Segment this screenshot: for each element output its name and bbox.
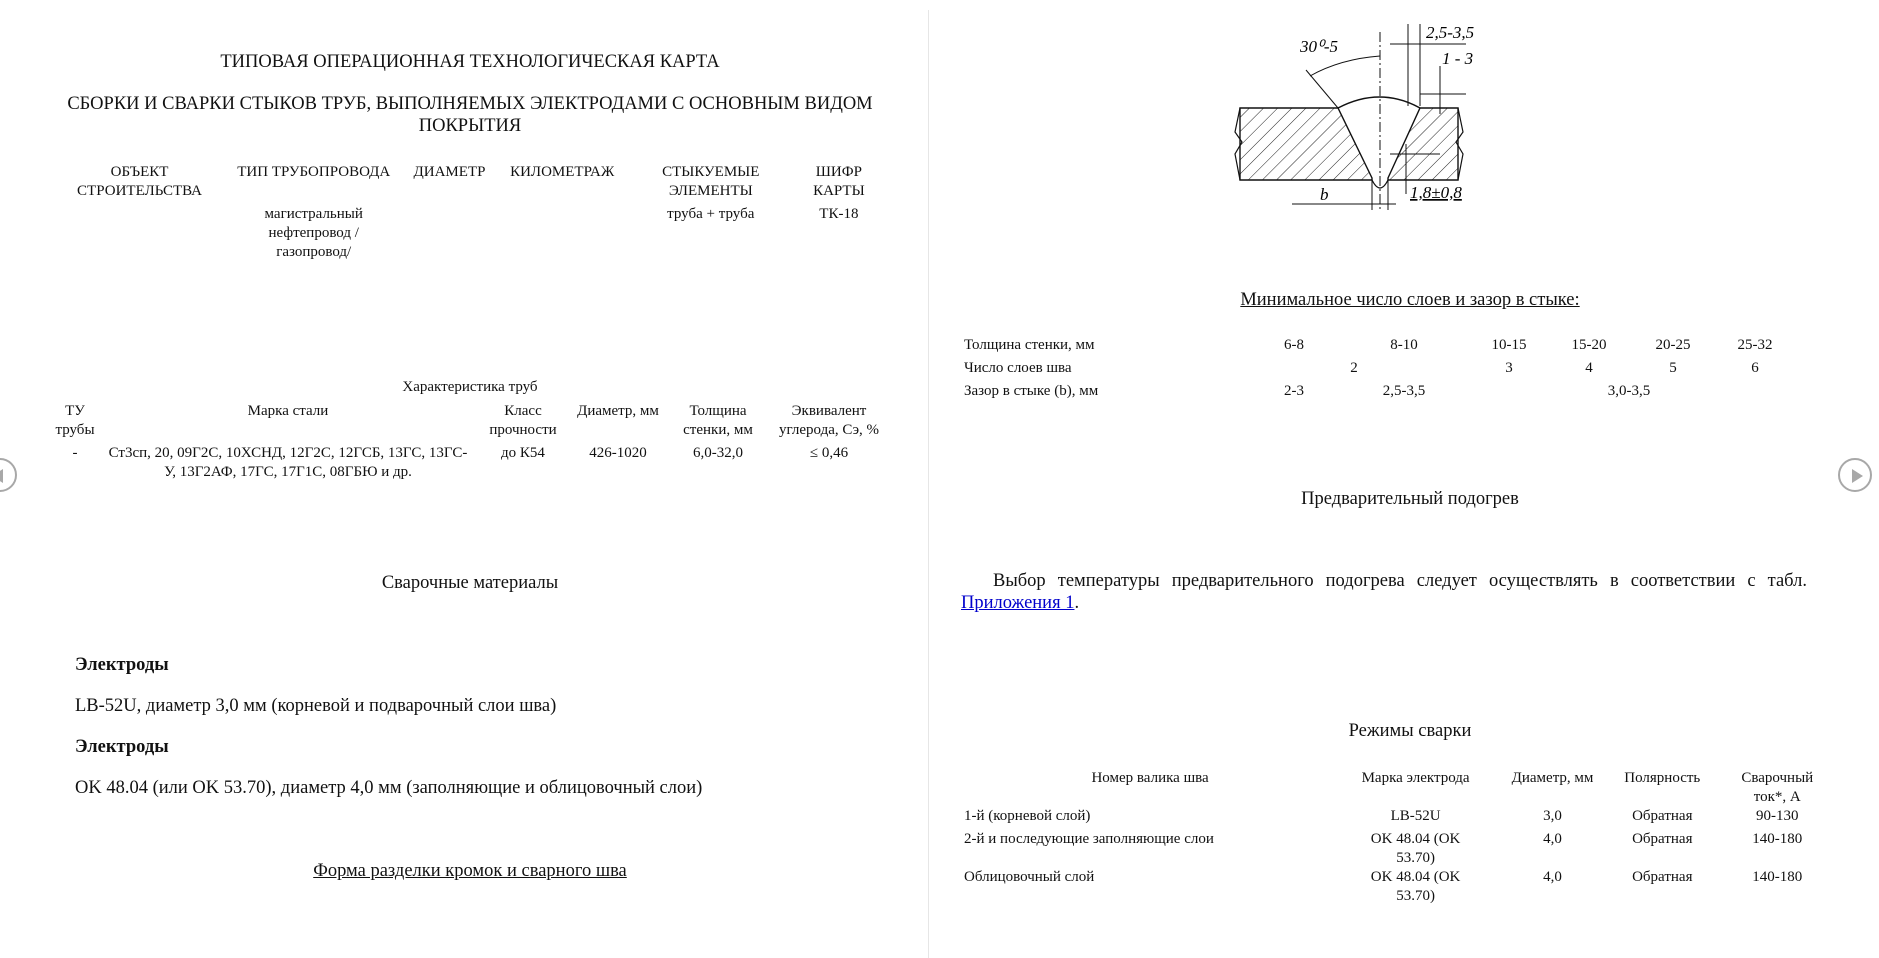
layers-cell: 4 [1585, 360, 1593, 376]
pipe-char-row [52, 440, 890, 482]
layers-table [964, 337, 1864, 407]
modes-header: Диаметр, мм [1511, 770, 1594, 786]
pipe-char-header: Класс прочности [489, 403, 557, 438]
modes-cell: OK 48.04 (OK 53.70) [1370, 831, 1461, 866]
modes-cell: 140-180 [1752, 831, 1803, 847]
pipe-char-header: Диаметр, мм [577, 403, 659, 419]
appendix-link[interactable]: Приложения 1 [961, 593, 1075, 613]
gap-cell: 3,0-3,5 [1607, 383, 1651, 399]
right-page [930, 0, 1879, 958]
pipe-char-cell: ≤ 0,46 [809, 445, 849, 461]
preheat-paragraph [961, 570, 1807, 614]
gap-cell: 2,5-3,5 [1382, 383, 1426, 399]
pipe-char-cell: 426-1020 [589, 445, 647, 461]
modes-cell: 90-130 [1756, 808, 1799, 824]
modes-cell: Обратная [1632, 869, 1693, 885]
angle-extension [1306, 70, 1338, 108]
layers-heading: Минимальное число слоев и зазор в стыке: [1240, 290, 1580, 310]
pipe-char-caption: Характеристика труб [402, 379, 538, 395]
electrodes-label-1: Электроды [75, 655, 169, 675]
dim-root-label: 1,8±0,8 [1410, 183, 1462, 202]
gap-row-label: Зазор в стыке (b), мм [964, 383, 1099, 399]
thickness-cell: 25-32 [1737, 337, 1773, 353]
pipe-char-header: ТУ трубы [55, 403, 95, 438]
layers-cell: 6 [1751, 360, 1759, 376]
modes-heading: Режимы сварки [1348, 721, 1472, 741]
left-plate-shape [1240, 108, 1372, 180]
thickness-cell: 15-20 [1571, 337, 1607, 353]
left-page [0, 0, 928, 958]
value-cell: труба + труба [667, 206, 755, 222]
modes-cell: 3,0 [1543, 808, 1562, 824]
thickness-cell: 6-8 [1284, 337, 1304, 353]
layers-cell: 5 [1669, 360, 1677, 376]
value-cell [55, 201, 224, 262]
next-page-button[interactable] [1838, 458, 1872, 492]
value-cell: ТК-18 [819, 206, 859, 222]
doc-subtitle: СБОРКИ И СВАРКИ СТЫКОВ ТРУБ, ВЫПОЛНЯЕМЫХ ЭЛЕКТРОДАМИ С ОСНОВНЫМ ВИДОМ ПОКРЫТИЯ [67, 94, 873, 136]
gap-cell: 2-3 [1284, 383, 1304, 399]
modes-cell: LB-52U [1390, 808, 1441, 824]
electrodes-text-2: OK 48.04 (или OK 53.70), диаметр 4,0 мм (заполняющие и облицовочный слои) [75, 778, 703, 798]
angle-arc [1310, 56, 1380, 76]
pipe-char-cell: - [72, 445, 78, 461]
layers-cell: 2 [1350, 360, 1358, 376]
modes-cell: 140-180 [1752, 869, 1803, 885]
modes-table-head [964, 769, 1840, 807]
electrodes-text-1: LB-52U, диаметр 3,0 мм (корневой и подварочный слои шва) [75, 696, 557, 716]
modes-cell: Обратная [1632, 808, 1693, 824]
doc-title: ТИПОВАЯ ОПЕРАЦИОННАЯ ТЕХНОЛОГИЧЕСКАЯ КАРТА [220, 52, 720, 72]
preheat-heading: Предварительный подогрев [1301, 489, 1519, 509]
preheat-end: . [1074, 593, 1080, 613]
thickness-cell: 8-10 [1390, 337, 1418, 353]
pipe-char-cell: Ст3сп, 20, 09Г2С, 10ХСНД, 12Г2С, 12ГСБ, 13ГС, 13ГС-У, 13Г2АФ, 17ГС, 17Г1С, 08ГБЮ и др. [108, 445, 468, 480]
pipe-char-cell: 6,0-32,0 [693, 445, 743, 461]
table-row [964, 807, 1840, 830]
materials-heading: Сварочные материалы [381, 573, 559, 593]
header-cell: ШИФР КАРТЫ [813, 164, 865, 199]
header-table-values [55, 201, 885, 262]
modes-cell: 1-й (корневой слой) [964, 808, 1091, 824]
electrodes-label-2: Электроды [75, 737, 169, 757]
thickness-label: Толщина стенки, мм [964, 337, 1095, 353]
thickness-cell: 10-15 [1491, 337, 1527, 353]
value-cell: магистральный нефтепровод /газопровод/ [264, 206, 363, 260]
pipe-char-head [52, 402, 890, 440]
modes-table [964, 769, 1840, 906]
header-cell: ТИП ТРУБОПРОВОДА [237, 164, 391, 180]
modes-cell: OK 48.04 (OK 53.70) [1370, 869, 1461, 904]
layers-label: Число слоев шва [964, 360, 1072, 376]
table-row [964, 868, 1840, 906]
weld-joint-drawing [1230, 14, 1475, 214]
dim-mid-label: 1 - 3 [1442, 49, 1474, 68]
table-row [964, 830, 1840, 868]
thickness-cell: 20-25 [1655, 337, 1691, 353]
header-table [55, 163, 885, 262]
gap-label: b [1320, 185, 1329, 204]
value-cell [403, 201, 495, 262]
header-cell: ОБЪЕКТ СТРОИТЕЛЬСТВА [77, 164, 203, 199]
modes-header: Номер валика шва [1091, 770, 1209, 786]
preheat-text: Выбор температуры предварительного подогрева следует осуществлять в соответствии с табл. [993, 571, 1807, 591]
pipe-char-header: Толщина стенки, мм [683, 403, 753, 438]
header-cell: ДИАМЕТР [413, 164, 486, 180]
page-divider [928, 10, 929, 958]
modes-cell: 4,0 [1543, 869, 1562, 885]
pipe-char-header: Марка стали [247, 403, 329, 419]
header-cell: СТЫКУЕМЫЕ ЭЛЕМЕНТЫ [662, 164, 760, 199]
modes-cell: Обратная [1632, 831, 1693, 847]
pipe-char-table [52, 402, 890, 482]
modes-header: Сварочный ток*, А [1741, 770, 1814, 805]
layers-cell: 3 [1505, 360, 1513, 376]
right-plate-shape [1388, 108, 1458, 180]
modes-cell: Облицовочный слой [964, 869, 1095, 885]
header-cell: КИЛОМЕТРАЖ [510, 164, 615, 180]
pipe-char-header: Эквивалент углерода, Сэ, % [778, 403, 879, 438]
modes-cell: 2-й и последующие заполняющие слои [964, 831, 1214, 847]
modes-cell: 4,0 [1543, 831, 1562, 847]
angle-label: 30⁰-5 [1300, 37, 1338, 56]
modes-header: Марка электрода [1361, 770, 1470, 786]
modes-header: Полярность [1624, 770, 1701, 786]
dim-top-label: 2,5-3,5 [1426, 23, 1475, 42]
pipe-char-cell: до К54 [501, 445, 545, 461]
value-cell [496, 201, 629, 262]
form-heading: Форма разделки кромок и сварного шва [313, 861, 627, 881]
header-table-head [55, 163, 885, 201]
